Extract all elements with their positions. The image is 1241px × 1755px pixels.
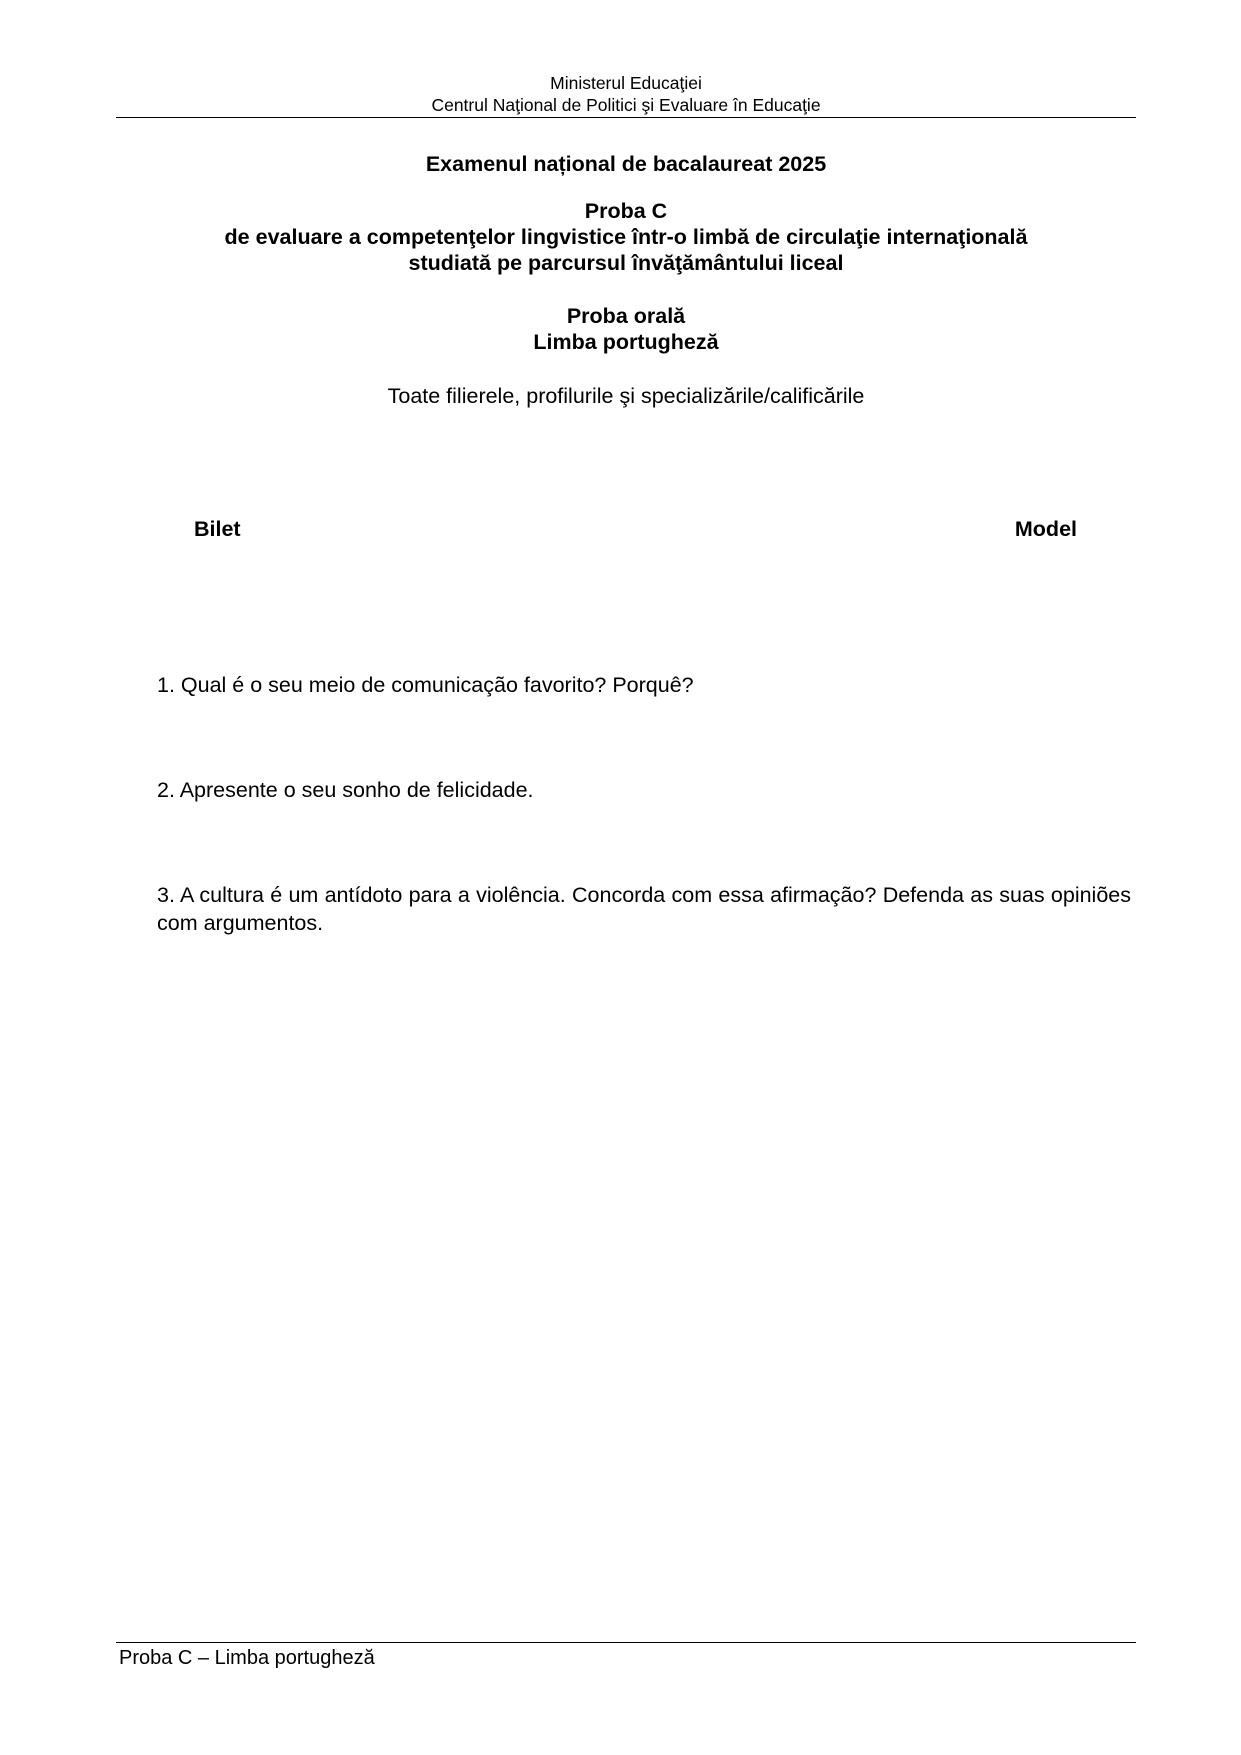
question-3: 3. A cultura é um antídoto para a violência. Concorda com essa afirmação? Defenda as suas opiniões com argumentos. bbox=[157, 883, 1131, 935]
question-2: 2. Apresente o seu sonho de felicidade. bbox=[157, 778, 534, 802]
question-1: 1. Qual é o seu meio de comunicação favorito? Porquê? bbox=[157, 673, 694, 697]
proba-title: Proba C bbox=[584, 199, 668, 223]
footer-divider bbox=[116, 1642, 1136, 1643]
proba-block bbox=[116, 198, 1136, 276]
document-header bbox=[116, 72, 1136, 116]
header-ministry: Ministerul Educaţiei bbox=[550, 73, 702, 93]
exam-title: Examenul național de bacalaureat 2025 bbox=[425, 152, 827, 176]
ticket-label: Bilet bbox=[194, 517, 241, 541]
oral-title: Proba orală bbox=[566, 304, 686, 328]
proba-description-line2: studiată pe parcursul învăţământului liceal bbox=[408, 251, 844, 275]
oral-block bbox=[116, 303, 1136, 355]
filiere-subtitle: Toate filierele, profilurile şi specializările/calificările bbox=[387, 384, 865, 408]
header-divider bbox=[116, 117, 1136, 118]
page-footer: Proba C – Limba portugheză bbox=[119, 1647, 375, 1669]
header-center: Centrul Naţional de Politici şi Evaluare în Educaţie bbox=[431, 95, 821, 115]
proba-description-line1: de evaluare a competenţelor lingvistice într-o limbă de circulaţie internaţională bbox=[224, 225, 1028, 249]
language-title: Limba portugheză bbox=[533, 330, 719, 354]
model-label: Model bbox=[1014, 517, 1077, 541]
